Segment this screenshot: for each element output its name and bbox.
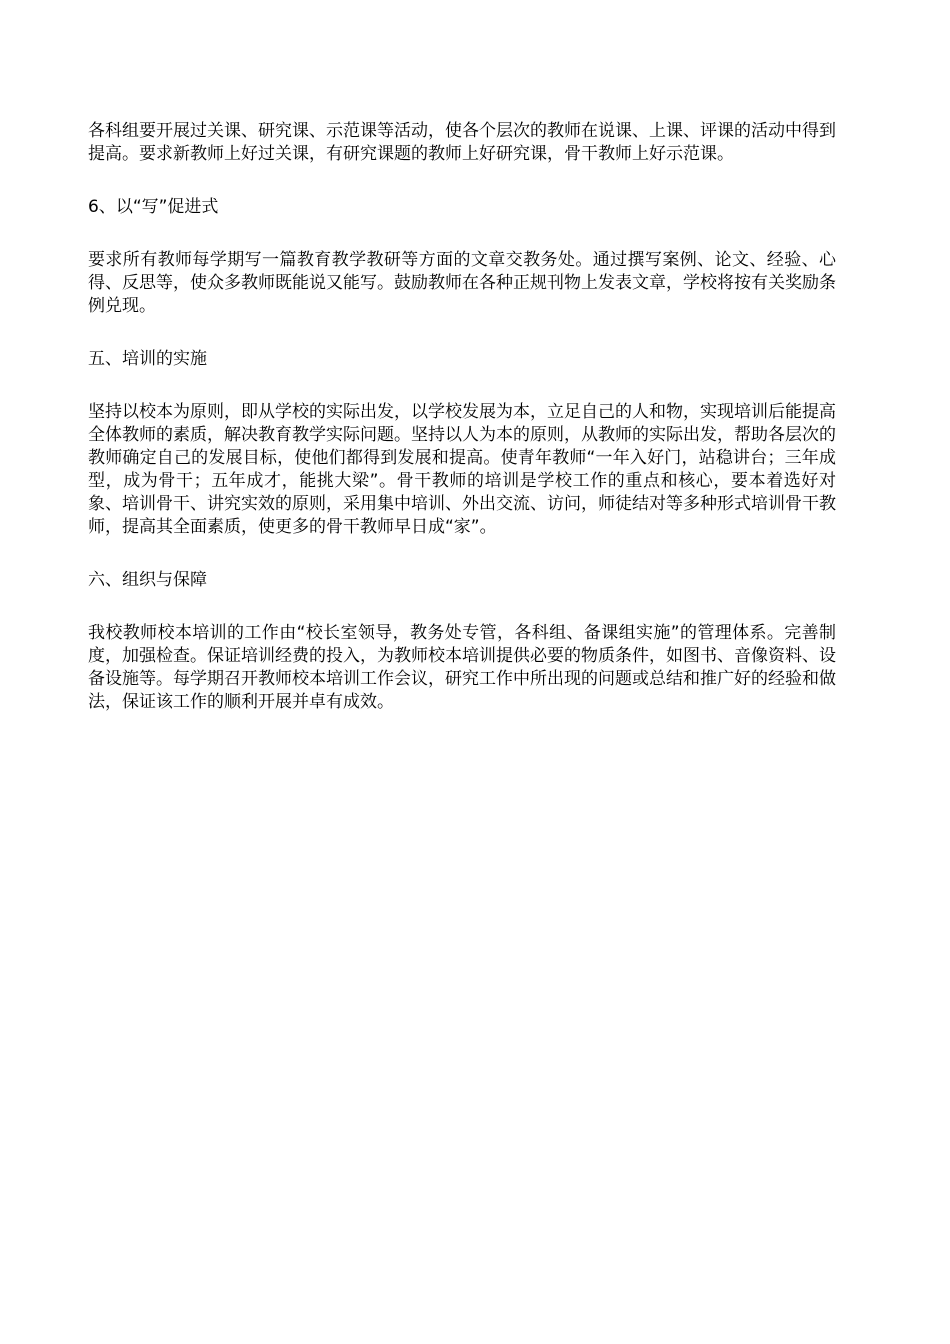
paragraph-writing-requirement: 要求所有教师每学期写一篇教育教学教研等方面的文章交教务处。通过撰写案例、论文、经验、心得、反思等，使众多教师既能说又能写。鼓励教师在各种正规刊物上发表文章，学校将按有关奖励条例兑现。 — [88, 250, 836, 316]
paragraph-demonstration-lessons: 各科组要开展过关课、研究课、示范课等活动，使各个层次的教师在说课、上课、评课的活动中得到提高。要求新教师上好过关课，有研究课题的教师上好研究课，骨干教师上好示范课。 — [88, 121, 836, 164]
section-heading-organization: 六、组织与保障 — [88, 570, 207, 590]
paragraph-implementation: 坚持以校本为原则，即从学校的实际出发，以学校发展为本，立足自己的人和物，实现培训后能提高全体教师的素质，解决教育教学实际问题。坚持以人为本的原则，从教师的实际出发，帮助各层次的教师确定自己的发展目标，使他们都得到发展和提高。使青年教师“一年入好门，站稳讲台；三年成型，成为骨干；五年成才，能挑大梁”。骨干教师的培训是学校工作的重点和核心，要本着选好对象、培训骨干、讲究实效的原则，采用集中培训、外出交流、访问，师徒结对等多种形式培训骨干教师，提高其全面素质，使更多的骨干教师早日成“家”。 — [88, 402, 836, 537]
paragraph-spacer — [88, 592, 836, 622]
paragraph-spacer — [88, 166, 836, 196]
paragraph-spacer — [88, 219, 836, 249]
section-heading-writing: 6、以“写”促进式 — [88, 197, 219, 217]
paragraph-spacer — [88, 318, 836, 348]
paragraph-organization: 我校教师校本培训的工作由“校长室领导，教务处专管，各科组、备课组实施”的管理体系。完善制度，加强检查。保证培训经费的投入，为教师校本培训提供必要的物质条件，如图书、音像资料、设备设施等。每学期召开教师校本培训工作会议，研究工作中所出现的问题或总结和推广好的经验和做法，保证该工作的顺利开展并卓有成效。 — [88, 623, 836, 712]
paragraph-spacer — [88, 371, 836, 401]
document-body — [88, 120, 836, 714]
section-heading-implementation: 五、培训的实施 — [88, 349, 207, 369]
paragraph-spacer — [88, 539, 836, 569]
